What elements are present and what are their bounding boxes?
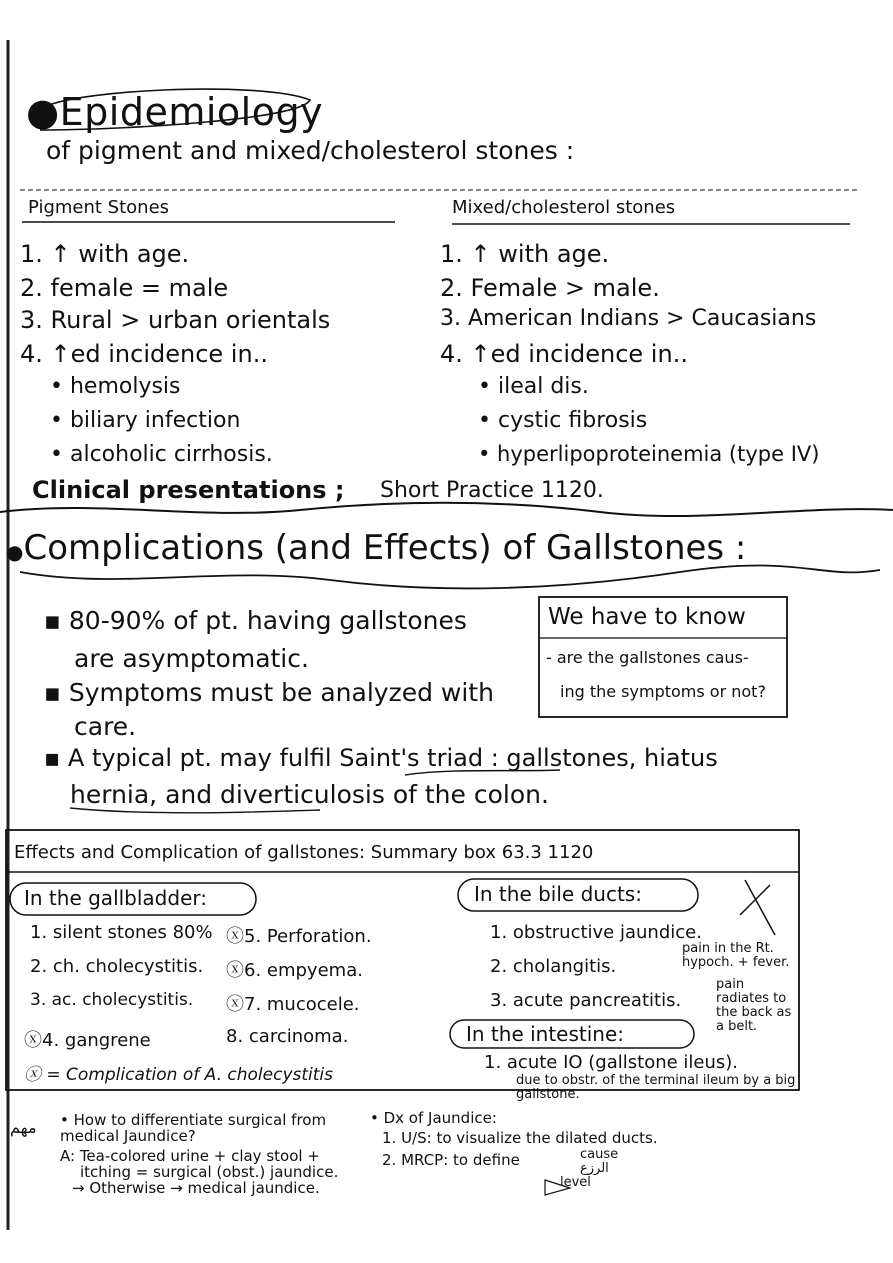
list-item: 2. cholangitis. bbox=[490, 956, 617, 977]
dx-title: • Dx of Jaundice: bbox=[370, 1109, 497, 1127]
legend: ⓧ = Complication of A. cholecystitis bbox=[24, 1065, 333, 1085]
list-item: • ileal dis. bbox=[478, 374, 589, 399]
list-item: • alcoholic cirrhosis. bbox=[50, 442, 273, 467]
bullet-line: care. bbox=[74, 712, 137, 741]
bullet-line: ▪ 80-90% of pt. having gallstones bbox=[44, 606, 467, 635]
list-item: ⓧ7. mucocele. bbox=[226, 994, 360, 1015]
note-answer: itching = surgical (obst.) jaundice. bbox=[80, 1163, 339, 1181]
intestine-note: due to obstr. of the terminal ileum by a big gallstone. bbox=[516, 1073, 796, 1102]
list-item: 4. ↑ed incidence in.. bbox=[440, 340, 688, 368]
list-item: ⓧ5. Perforation. bbox=[226, 926, 372, 947]
side-mark: مهم bbox=[10, 1118, 37, 1137]
list-item: 1. ↑ with age. bbox=[20, 240, 190, 268]
bile-ducts-label: In the bile ducts: bbox=[474, 882, 642, 906]
list-item: • hemolysis bbox=[50, 374, 181, 399]
list-item: 8. carcinoma. bbox=[226, 1026, 349, 1047]
complications-title: ●Complications (and Effects) of Gallstones : bbox=[6, 528, 747, 568]
list-item: 3. American Indians > Caucasians bbox=[440, 306, 817, 331]
note-question: • How to differentiate surgical from medical Jaundice? bbox=[60, 1111, 327, 1145]
clinical-label: Clinical presentations ; bbox=[32, 476, 345, 504]
summary-header: Effects and Complication of gallstones: Summary box 63.3 1120 bbox=[14, 842, 594, 863]
list-item: • biliary infection bbox=[50, 408, 241, 433]
list-item: 2. ch. cholecystitis. bbox=[30, 956, 204, 977]
right-column-header: Mixed/cholesterol stones bbox=[452, 197, 676, 218]
dx-arabic: الرزع bbox=[580, 1161, 609, 1176]
bullet-line: ▪ Symptoms must be analyzed with bbox=[44, 678, 494, 707]
epidemiology-title: ●Epidemiology bbox=[26, 90, 324, 134]
dx-level: level bbox=[560, 1175, 591, 1190]
cholangitis-note: pain in the Rt. hypoch. + fever. bbox=[682, 941, 790, 970]
bullet-line: are asymptomatic. bbox=[74, 644, 309, 673]
bullet-dot-icon: ● bbox=[6, 540, 24, 564]
bullet-line: hernia, and diverticulosis of the colon. bbox=[70, 780, 549, 809]
epidemiology-subtitle: of pigment and mixed/cholesterol stones : bbox=[46, 136, 575, 165]
note-answer: → Otherwise → medical jaundice. bbox=[72, 1179, 320, 1197]
list-item: ⓧ6. empyema. bbox=[226, 960, 363, 981]
know-box-line: - are the gallstones caus- bbox=[546, 648, 749, 667]
list-item: 1. obstructive jaundice. bbox=[490, 922, 702, 943]
list-item: • cystic fibrosis bbox=[478, 408, 648, 433]
list-item: 2. female = male bbox=[20, 274, 229, 302]
list-item: 1. ↑ with age. bbox=[440, 240, 610, 268]
know-box-title: We have to know bbox=[548, 604, 746, 630]
dx-item: 2. MRCP: to define bbox=[382, 1151, 520, 1169]
list-item: 3. ac. cholecystitis. bbox=[30, 990, 194, 1010]
dx-item: 1. U/S: to visualize the dilated ducts. bbox=[382, 1129, 658, 1147]
list-item: • hyperlipoproteinemia (type IV) bbox=[478, 442, 820, 466]
clinical-reference: Short Practice 1120. bbox=[380, 478, 604, 503]
note-answer: A: Tea-colored urine + clay stool + bbox=[60, 1147, 320, 1165]
list-item: 1. acute IO (gallstone ileus). bbox=[484, 1052, 739, 1073]
dx-cause: cause bbox=[580, 1147, 619, 1162]
list-item: 3. acute pancreatitis. bbox=[490, 990, 682, 1011]
list-item: 2. Female > male. bbox=[440, 274, 660, 302]
pancreatitis-note: pain radiates to the back as a belt. bbox=[716, 977, 792, 1034]
know-box-line: ing the symptoms or not? bbox=[560, 682, 766, 701]
list-item: 3. Rural > urban orientals bbox=[20, 306, 331, 334]
list-item: 4. ↑ed incidence in.. bbox=[20, 340, 268, 368]
bullet-line: ▪ A typical pt. may fulfil Saint's triad : gallstones, hiatus bbox=[44, 744, 718, 772]
list-item: 1. silent stones 80% bbox=[30, 922, 213, 943]
intestine-label: In the intestine: bbox=[466, 1022, 625, 1046]
bullet-dot-icon: ● bbox=[26, 90, 60, 134]
gallbladder-label: In the gallbladder: bbox=[24, 886, 207, 910]
left-column-header: Pigment Stones bbox=[28, 197, 170, 218]
list-item: ⓧ4. gangrene bbox=[24, 1030, 151, 1051]
